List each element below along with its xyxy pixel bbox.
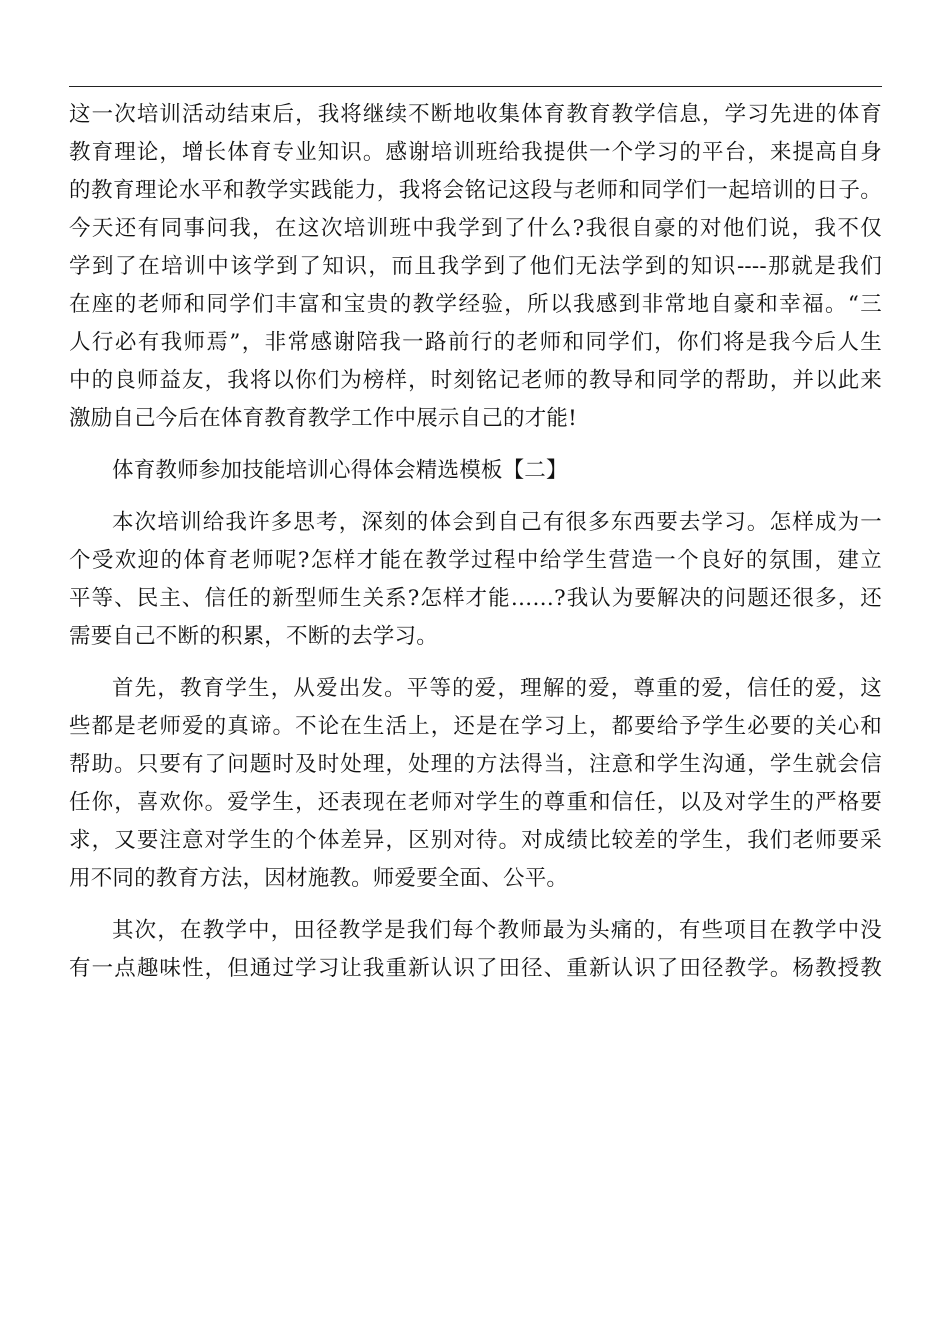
text-line: 帮助。只要有了问题时及时处理，处理的方法得当，注意和学生沟通，学生就会信 [69,752,882,777]
text-line: 其次，在教学中，田径教学是我们每个教师最为头痛的，有些项目在教学中没 [112,918,882,943]
text-line: 有一点趣味性，但通过学习让我重新认识了田径、重新认识了田径教学。杨教授教 [69,956,882,981]
text-line: 平等、民主、信任的新型师生关系?怎样才能……?我认为要解决的问题还很多，还 [69,586,882,611]
text-line: 首先，教育学生，从爱出发。平等的爱，理解的爱，尊重的爱，信任的爱，这 [112,676,882,701]
text-line: 需要自己不断的积累，不断的去学习。 [69,624,438,649]
text-line: 人行必有我师焉”，非常感谢陪我一路前行的老师和同学们，你们将是我今后人生 [69,330,882,355]
text-line: 些都是老师爱的真谛。不论在生活上，还是在学习上，都要给予学生必要的关心和 [69,714,882,739]
section-heading: 体育教师参加技能培训心得体会精选模板【二】 [112,458,568,483]
text-line: 在座的老师和同学们丰富和宝贵的教学经验，所以我感到非常地自豪和幸福。“三 [69,292,882,317]
text-line: 中的良师益友，我将以你们为榜样，时刻铭记老师的教导和同学的帮助，并以此来 [69,368,882,393]
text-line: 求，又要注意对学生的个体差异，区别对待。对成绩比较差的学生，我们老师要采 [69,828,882,853]
header-rule [69,86,882,87]
text-line: 激励自己今后在体育教育教学工作中展示自己的才能! [69,406,577,431]
document-body [69,96,882,988]
text-line: 用不同的教育方法，因材施教。师爱要全面、公平。 [69,866,569,891]
text-line: 个受欢迎的体育老师呢?怎样才能在教学过程中给学生营造一个良好的氛围，建立 [69,548,882,573]
text-line: 今天还有同事问我，在这次培训班中我学到了什么?我很自豪的对他们说，我不仅 [69,216,882,241]
text-line: 本次培训给我许多思考，深刻的体会到自己有很多东西要去学习。怎样成为一 [112,510,882,535]
text-line: 任你，喜欢你。爱学生，还表现在老师对学生的尊重和信任，以及对学生的严格要 [69,790,882,815]
text-line: 学到了在培训中该学到了知识，而且我学到了他们无法学到的知识----那就是我们 [69,254,882,279]
text-line: 的教育理论水平和教学实践能力，我将会铭记这段与老师和同学们一起培训的日子。 [69,178,882,203]
text-line: 这一次培训活动结束后，我将继续不断地收集体育教育教学信息，学习先进的体育 [69,102,882,127]
text-line: 教育理论，增长体育专业知识。感谢培训班给我提供一个学习的平台，来提高自身 [69,140,882,165]
